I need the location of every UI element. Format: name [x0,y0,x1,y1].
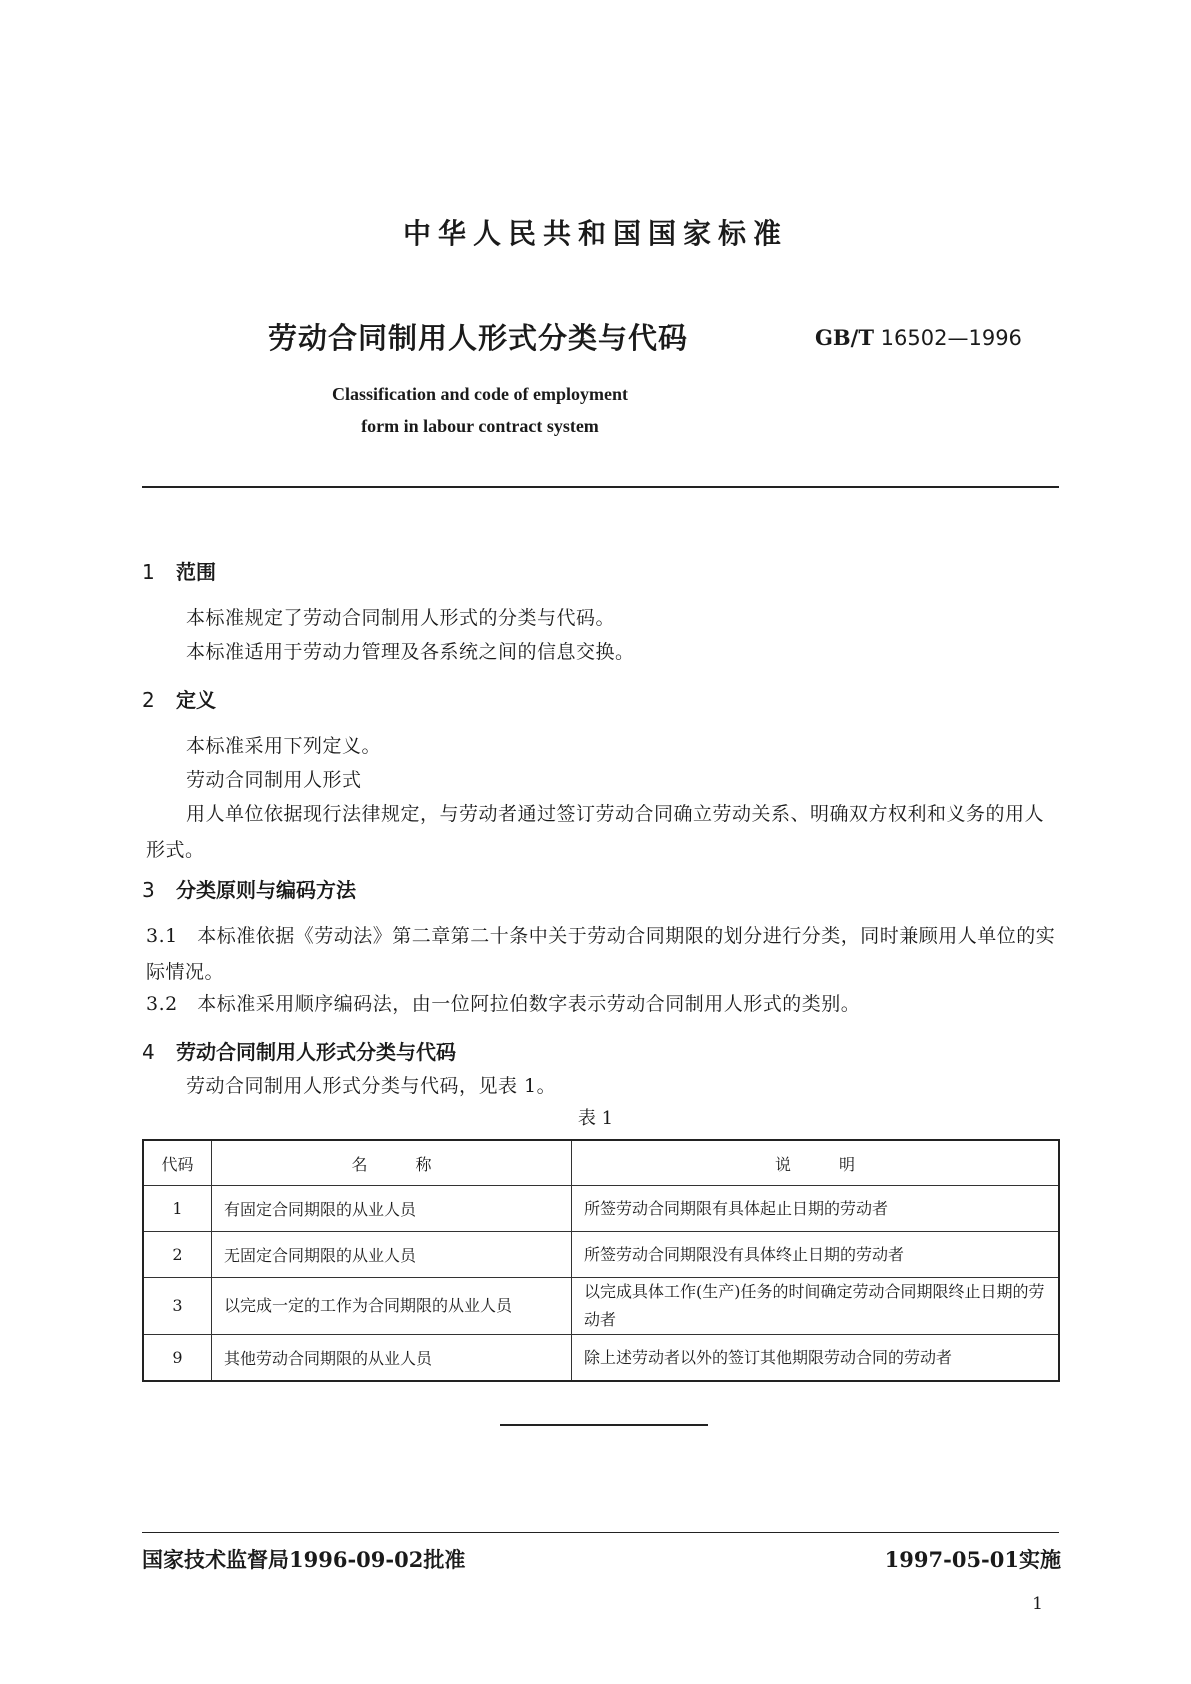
row-code: 1 [143,1186,212,1232]
row-desc: 所签劳动合同期限有具体起止日期的劳动者 [572,1186,1060,1232]
section-4-heading [142,1036,456,1065]
clause-3-2: 3.2 本标准采用顺序编码法，由一位阿拉伯数字表示劳动合同制用人形式的类别。 [146,993,861,1015]
section-4-number: 4 [142,1040,155,1064]
definition-text: 用人单位依据现行法律规定，与劳动者通过签订劳动合同确立劳动关系、明确双方权利和义务的用人形式。 [146,803,1045,861]
title-en-line-2: form in labour contract system [361,416,599,436]
footer-divider [142,1532,1059,1533]
section-1-paragraph-1: 本标准规定了劳动合同制用人形式的分类与代码。 [186,607,616,629]
section-2-title: 定义 [176,688,216,712]
document-title-en [200,378,760,442]
section-2-heading [142,684,216,713]
standard-code [815,325,1022,350]
row-name: 其他劳动合同期限的从业人员 [212,1335,572,1382]
row-name: 有固定合同期限的从业人员 [212,1186,572,1232]
row-desc: 除上述劳动者以外的签订其他期限劳动合同的劳动者 [572,1335,1060,1382]
national-standard-header: 中华人民共和国国家标准 [402,217,788,250]
row-code: 9 [143,1335,212,1382]
section-1-title: 范围 [176,560,216,584]
section-2-paragraph-1: 本标准采用下列定义。 [186,735,382,757]
page-number: 1 [1032,1594,1043,1614]
clause-3-1: 3.1 本标准依据《劳动法》第二章第二十条中关于劳动合同期限的划分进行分类，同时兼顾用人单位的实际情况。 [146,925,1056,983]
section-3-title: 分类原则与编码方法 [176,878,356,902]
table-caption: 表 1 [577,1108,614,1129]
row-desc: 所签劳动合同期限没有具体终止日期的劳动者 [572,1232,1060,1278]
section-1-number: 1 [142,560,155,584]
row-desc: 以完成具体工作(生产)任务的时间确定劳动合同期限终止日期的劳动者 [572,1278,1060,1335]
document-title-zh: 劳动合同制用人形式分类与代码 [268,321,689,355]
header-desc: 说 明 [572,1140,1060,1186]
section-4-paragraph-1: 劳动合同制用人形式分类与代码，见表 1。 [186,1075,557,1097]
table-row [143,1335,1059,1382]
table-row [143,1186,1059,1232]
standard-number: 16502—1996 [880,326,1022,350]
table-row [143,1278,1059,1335]
section-3-heading [142,874,356,903]
table-header-row [143,1140,1059,1186]
title-en-line-1: Classification and code of employment [332,384,628,404]
header-divider [142,486,1059,488]
table-row [143,1232,1059,1278]
header-name: 名 称 [212,1140,572,1186]
row-code: 2 [143,1232,212,1278]
end-of-text-rule [500,1424,708,1426]
section-3-number: 3 [142,878,155,902]
approval-statement: 国家技术监督局1996-09-02批准 [142,1547,466,1572]
section-1-heading [142,556,216,585]
row-code: 3 [143,1278,212,1335]
header-code: 代码 [143,1140,212,1186]
effective-date: 1997-05-01实施 [884,1547,1061,1572]
section-4-title: 劳动合同制用人形式分类与代码 [176,1040,456,1064]
section-1-paragraph-2: 本标准适用于劳动力管理及各系统之间的信息交换。 [186,641,635,663]
classification-table [142,1139,1060,1382]
row-name: 以完成一定的工作为合同期限的从业人员 [212,1278,572,1335]
row-name: 无固定合同期限的从业人员 [212,1232,572,1278]
definition-term: 劳动合同制用人形式 [186,769,362,791]
standard-prefix: GB/T [815,325,874,350]
section-2-number: 2 [142,688,155,712]
